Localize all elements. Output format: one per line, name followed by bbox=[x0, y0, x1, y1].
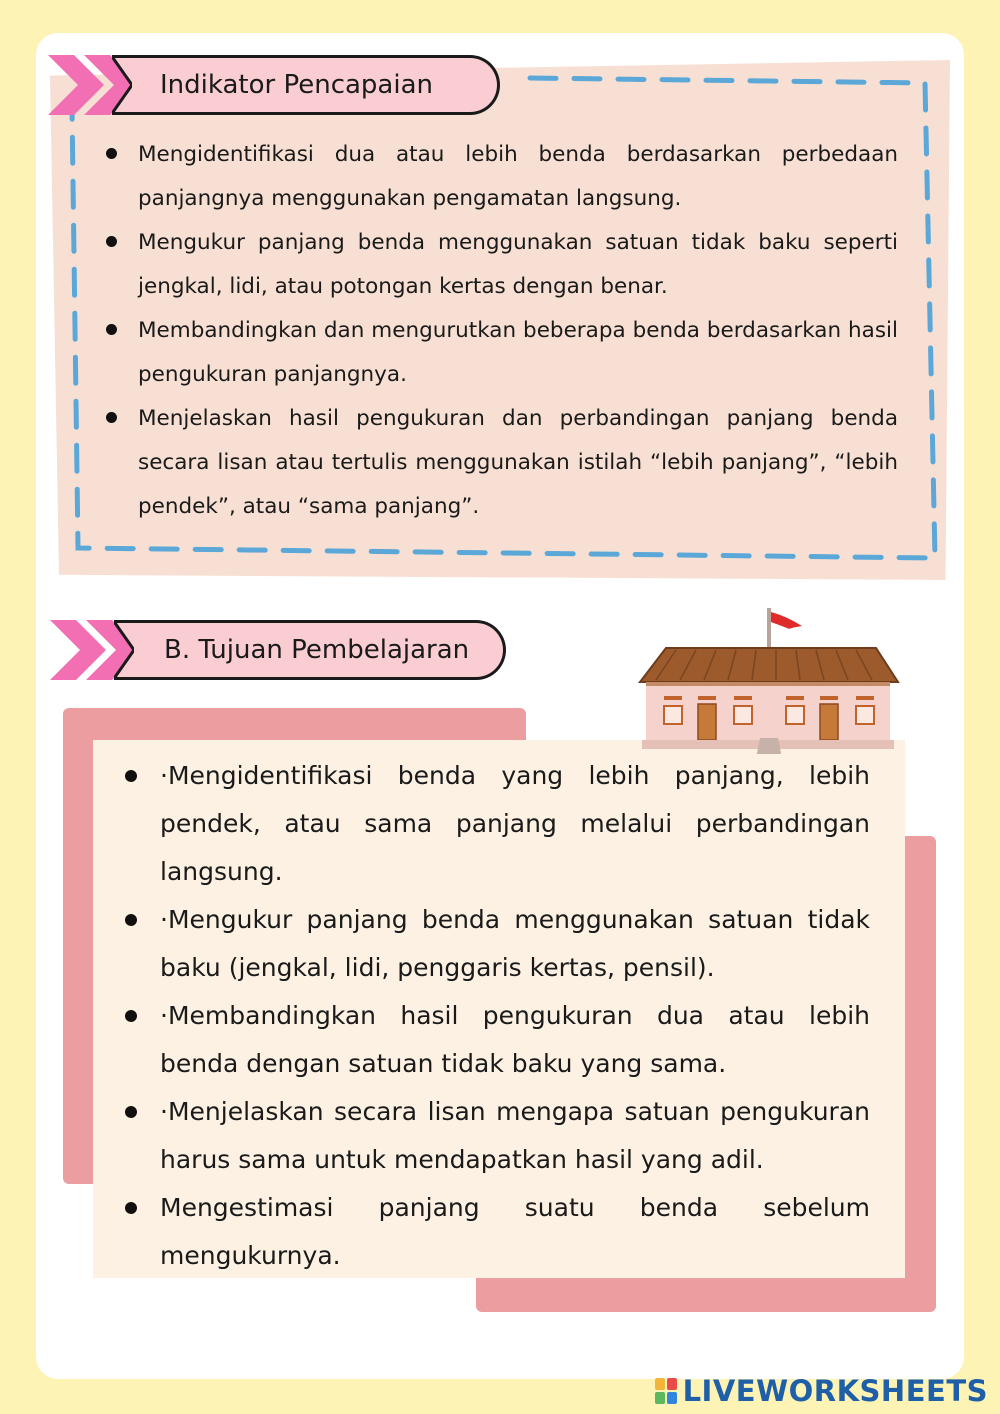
list-item: ·Membandingkan hasil pengukuran dua atau lebih benda dengan satuan tidak baku yang sama. bbox=[120, 992, 870, 1088]
list-item: Menjelaskan hasil pengukuran dan perbandingan panjang benda secara lisan atau tertulis menggunakan istilah “lebih panjang”, “lebih pendek”, atau “sama panjang”. bbox=[100, 397, 898, 529]
liveworksheets-logo-icon bbox=[655, 1378, 677, 1404]
section-heading-text: B. Tujuan Pembelajaran bbox=[164, 635, 470, 665]
section-heading-text: Indikator Pencapaian bbox=[160, 70, 433, 100]
list-item: Mengukur panjang benda menggunakan satuan tidak baku seperti jengkal, lidi, atau potongan kertas dengan benar. bbox=[100, 221, 898, 309]
goals-list bbox=[120, 752, 870, 1280]
section-heading-indikator bbox=[132, 55, 500, 115]
indicator-list bbox=[100, 133, 898, 529]
section-heading-tujuan bbox=[134, 620, 506, 680]
liveworksheets-brand[interactable] bbox=[655, 1374, 988, 1408]
list-item: ·Mengidentifikasi benda yang lebih panjang, lebih pendek, atau sama panjang melalui perbandingan langsung. bbox=[120, 752, 870, 896]
brand-name: LIVEWORKSHEETS bbox=[682, 1374, 988, 1408]
list-item: Mengidentifikasi dua atau lebih benda berdasarkan perbedaan panjangnya menggunakan pengamatan langsung. bbox=[100, 133, 898, 221]
list-item: ·Mengukur panjang benda menggunakan satuan tidak baku (jengkal, lidi, penggaris kertas, pensil). bbox=[120, 896, 870, 992]
school-building-icon bbox=[636, 604, 900, 754]
list-item: Membandingkan dan mengurutkan beberapa benda berdasarkan hasil pengukuran panjangnya. bbox=[100, 309, 898, 397]
list-item: Mengestimasi panjang suatu benda sebelum mengukurnya. bbox=[120, 1184, 870, 1280]
list-item: ·Menjelaskan secara lisan mengapa satuan pengukuran harus sama untuk mendapatkan hasil yang adil. bbox=[120, 1088, 870, 1184]
